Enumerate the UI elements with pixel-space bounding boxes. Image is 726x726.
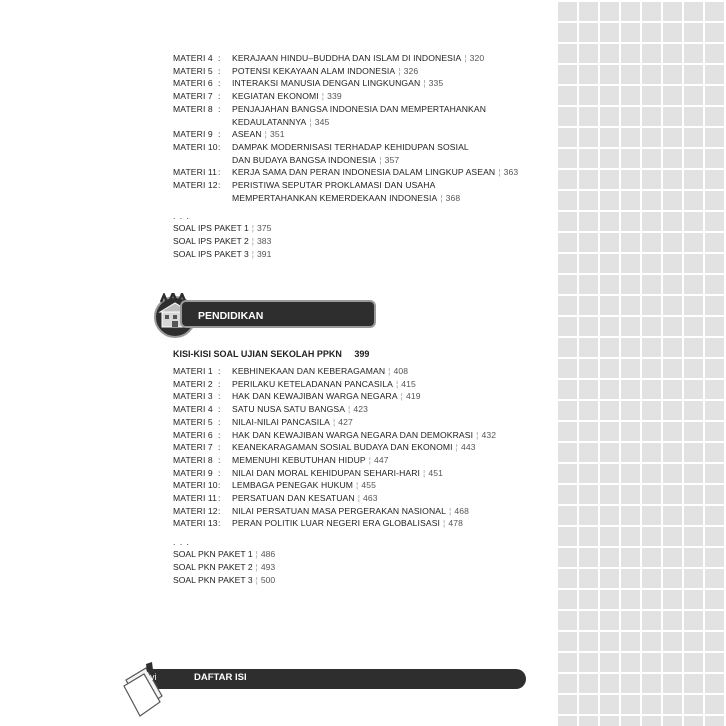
paket-label: SOAL IPS PAKET 1 xyxy=(173,223,249,234)
toc-row-title xyxy=(232,454,543,467)
toc-row-title-line: SATU NUSA SATU BANGSA xyxy=(232,404,346,415)
toc-row xyxy=(173,179,543,204)
toc-row-title-line: KEDAULATANNYA xyxy=(232,116,307,127)
page-separator: ¦ xyxy=(398,65,401,76)
toc-row xyxy=(173,416,543,429)
page-separator: ¦ xyxy=(443,518,446,529)
toc-row-colon: : xyxy=(218,366,221,376)
toc-row-title-line: KEBHINEKAAN DAN KEBERAGAMAN xyxy=(232,366,386,376)
toc-row-page xyxy=(369,455,389,465)
toc-row-colon: : xyxy=(218,378,221,389)
toc-row-page xyxy=(388,366,408,376)
toc-row xyxy=(173,90,543,103)
page-separator: ¦ xyxy=(255,549,258,560)
toc-row-page-number: 335 xyxy=(428,78,444,89)
toc-row-label: MATERI 6 xyxy=(173,429,213,440)
toc-row-label: MATERI 8 xyxy=(173,454,213,465)
toc-row-title xyxy=(232,416,543,429)
toc-row-page xyxy=(464,53,484,63)
toc-row-label: MATERI 10 xyxy=(173,480,218,491)
toc-row-colon: : xyxy=(218,78,221,89)
toc-row-colon: : xyxy=(218,505,221,516)
toc-row-title-line: ASEAN xyxy=(232,129,262,140)
toc-row-label: MATERI 3 xyxy=(173,391,213,402)
toc-row-page-number: 320 xyxy=(469,53,485,63)
page-separator: ¦ xyxy=(423,78,426,89)
toc-row-label: MATERI 5 xyxy=(173,65,213,76)
page-separator: ¦ xyxy=(498,167,501,178)
page-separator: ¦ xyxy=(251,223,255,234)
ips-toc xyxy=(173,52,543,261)
toc-row xyxy=(173,479,543,492)
toc-row-title-line: MEMPERTAHANKAN KEMERDEKAAN INDONESIA xyxy=(232,192,438,203)
toc-row-title xyxy=(232,128,543,141)
toc-row xyxy=(173,365,543,378)
toc-row-colon: : xyxy=(218,416,221,427)
toc-row-label: MATERI 2 xyxy=(173,378,213,389)
paket-label: SOAL PKN PAKET 3 xyxy=(173,574,253,585)
page-separator: ¦ xyxy=(476,429,479,440)
toc-row xyxy=(173,403,543,416)
toc-row-label: MATERI 7 xyxy=(173,91,213,102)
toc-row-colon: : xyxy=(218,404,221,415)
section-header-pkn xyxy=(152,293,378,350)
toc-row-title xyxy=(232,390,543,403)
footer-page-number: vi xyxy=(150,672,157,682)
page-separator: ¦ xyxy=(255,574,258,585)
toc-row xyxy=(173,103,543,128)
page-separator: ¦ xyxy=(388,366,391,376)
toc-row-title-line: INTERAKSI MANUSIA DENGAN LINGKUNGAN xyxy=(232,78,421,89)
toc-row-page xyxy=(358,493,378,503)
toc-row-page xyxy=(396,379,416,389)
toc-row-title xyxy=(232,378,543,391)
page-separator: ¦ xyxy=(379,154,382,165)
toc-row-title-line: DAMPAK MODERNISASI TERHADAP KEHIDUPAN SOSIAL xyxy=(232,141,469,152)
paket-row xyxy=(173,248,543,261)
toc-row-colon: : xyxy=(218,467,221,478)
toc-row-title xyxy=(232,52,543,65)
toc-row xyxy=(173,128,543,141)
toc-row xyxy=(173,77,543,90)
page-separator: ¦ xyxy=(455,442,458,453)
toc-row-page-number: 463 xyxy=(363,493,378,504)
toc-row-page xyxy=(379,155,399,165)
paket-page-number: 500 xyxy=(260,574,276,585)
paket-row xyxy=(173,574,543,587)
page-separator: ¦ xyxy=(348,404,351,415)
toc-row-page-number: 345 xyxy=(314,116,330,127)
page-separator: ¦ xyxy=(251,248,255,259)
toc-row xyxy=(173,166,543,179)
toc-row-page-number: 432 xyxy=(481,429,497,440)
paket-label: SOAL IPS PAKET 3 xyxy=(173,248,249,259)
paket-page xyxy=(256,549,276,559)
toc-row-title-line: DAN BUDAYA BANGSA INDONESIA xyxy=(232,154,377,165)
toc-row-title xyxy=(232,479,543,492)
toc-row-title-line: KEANEKARAGAMAN SOSIAL BUDAYA DAN EKONOMI xyxy=(232,442,453,453)
toc-row-title xyxy=(232,65,543,78)
page-separator: ¦ xyxy=(332,416,336,427)
toc-row-title-line: KERAJAAN HINDU–BUDDHA DAN ISLAM DI INDONESIA xyxy=(232,53,462,63)
toc-row-page-number: 427 xyxy=(338,416,353,427)
kisi-kisi-page: 399 xyxy=(354,349,370,359)
section-title: PENDIDIKAN KEWARGANEGARAAN xyxy=(180,300,376,328)
toc-row xyxy=(173,52,543,65)
toc-row-label: MATERI 4 xyxy=(173,404,213,415)
paket-label: SOAL PKN PAKET 2 xyxy=(173,561,253,572)
paket-page-number: 493 xyxy=(260,561,276,572)
toc-row xyxy=(173,467,543,480)
ips-toc-rows xyxy=(173,52,543,204)
toc-row-page xyxy=(398,66,418,76)
page-separator: ¦ xyxy=(440,192,443,203)
toc-row-page xyxy=(401,391,421,401)
toc-row-title xyxy=(232,365,543,378)
toc-row-title-line: NILAI-NILAI PANCASILA xyxy=(232,416,330,427)
toc-row-page xyxy=(443,518,463,528)
toc-row-page-number: 447 xyxy=(374,454,389,465)
paket-page-number: 486 xyxy=(260,549,276,560)
toc-row-colon: : xyxy=(218,53,221,63)
page-footer xyxy=(122,660,526,718)
paket-label: SOAL IPS PAKET 2 xyxy=(173,236,249,247)
toc-row-title-line: LEMBAGA PENEGAK HUKUM xyxy=(232,480,354,491)
toc-row-colon: : xyxy=(218,480,221,491)
paket-page xyxy=(256,562,276,572)
toc-row-title-line: HAK DAN KEWAJIBAN WARGA NEGARA DAN DEMOKRASI xyxy=(232,429,474,440)
ips-paket-list xyxy=(173,222,543,260)
toc-row xyxy=(173,505,543,518)
page-separator: ¦ xyxy=(368,454,372,465)
pkn-toc-rows xyxy=(173,365,543,530)
toc-row-label: MATERI 12 xyxy=(173,505,218,516)
toc-row-page-number: 443 xyxy=(461,442,476,453)
page-separator: ¦ xyxy=(400,391,404,402)
toc-row-label: MATERI 7 xyxy=(173,442,213,453)
toc-row xyxy=(173,454,543,467)
toc-row-title xyxy=(232,141,543,166)
toc-row-page xyxy=(440,193,460,203)
pkn-toc xyxy=(173,365,543,586)
toc-row-label: MATERI 5 xyxy=(173,416,213,427)
toc-row-title xyxy=(232,166,543,179)
toc-row-page xyxy=(476,430,496,440)
toc-row-colon: : xyxy=(218,167,221,178)
toc-row-label: MATERI 1 xyxy=(173,366,213,376)
toc-row-label: MATERI 4 xyxy=(173,53,213,63)
toc-row-label: MATERI 8 xyxy=(173,103,213,114)
toc-row-label: MATERI 11 xyxy=(173,167,218,178)
toc-row-title-line: HAK DAN KEWAJIBAN WARGA NEGARA xyxy=(232,391,398,402)
toc-row-title-line: NILAI PERSATUAN MASA PERGERAKAN NASIONAL xyxy=(232,505,446,516)
paket-page-number: 375 xyxy=(257,223,272,234)
toc-row-title xyxy=(232,467,543,480)
kisi-kisi-label: KISI-KISI SOAL UJIAN SEKOLAH PPKN xyxy=(173,349,342,359)
toc-row-page-number: 357 xyxy=(384,154,400,165)
toc-row-title xyxy=(232,179,543,204)
toc-row-page xyxy=(498,167,518,177)
ips-ellipsis: . . . xyxy=(173,211,190,222)
toc-row-page-number: 363 xyxy=(503,167,519,178)
paket-row xyxy=(173,548,543,561)
toc-row-label: MATERI 9 xyxy=(173,467,213,478)
toc-row-colon: : xyxy=(218,91,221,102)
toc-row-page-number: 468 xyxy=(454,505,469,516)
paket-row xyxy=(173,561,543,574)
toc-row-title-line: PENJAJAHAN BANGSA INDONESIA DAN MEMPERTAHANKAN xyxy=(232,103,487,114)
toc-row-page-number: 419 xyxy=(406,391,421,402)
toc-row-title xyxy=(232,517,543,530)
toc-row-page-number: 326 xyxy=(403,65,419,76)
page-separator: ¦ xyxy=(309,116,312,127)
toc-row-colon: : xyxy=(218,429,221,440)
page-separator: ¦ xyxy=(255,561,258,572)
page-separator: ¦ xyxy=(357,493,361,504)
page-separator: ¦ xyxy=(321,91,325,102)
toc-row-colon: : xyxy=(218,65,221,76)
toc-row-label: MATERI 13 xyxy=(173,518,218,529)
toc-row-page-number: 351 xyxy=(269,129,285,140)
toc-row-page xyxy=(449,506,469,516)
toc-row xyxy=(173,429,543,442)
toc-row-colon: : xyxy=(218,129,221,140)
toc-row-colon: : xyxy=(218,442,221,453)
toc-row-page xyxy=(322,91,342,101)
toc-row xyxy=(173,141,543,166)
toc-row-title xyxy=(232,505,543,518)
toc-row-page xyxy=(333,417,353,427)
decorative-grid xyxy=(556,0,726,726)
toc-row-title-line: PERILAKU KETELADANAN PANCASILA xyxy=(232,378,393,389)
toc-row-page-number: 368 xyxy=(445,192,461,203)
toc-row-title-line: KEGIATAN EKONOMI xyxy=(232,91,319,102)
toc-row-page-number: 339 xyxy=(327,91,342,102)
toc-row-title xyxy=(232,77,543,90)
paket-row xyxy=(173,222,543,235)
toc-row xyxy=(173,378,543,391)
toc-row-page xyxy=(423,468,443,478)
toc-row-label: MATERI 12 xyxy=(173,180,218,191)
pkn-ellipsis: . . . xyxy=(173,537,190,548)
toc-row-colon: : xyxy=(218,493,221,504)
toc-row-title xyxy=(232,429,543,442)
toc-row-page xyxy=(423,78,443,88)
paket-page xyxy=(252,236,272,246)
paket-page-number: 383 xyxy=(257,236,272,247)
stacked-books-icon xyxy=(122,660,166,718)
page-separator: ¦ xyxy=(423,467,426,478)
toc-row-title-line: POTENSI KEKAYAAN ALAM INDONESIA xyxy=(232,65,396,76)
toc-row-label: MATERI 11 xyxy=(173,493,218,504)
paket-row xyxy=(173,235,543,248)
toc-row-title-line: MEMENUHI KEBUTUHAN HIDUP xyxy=(232,454,366,465)
toc-row xyxy=(173,65,543,78)
kisi-kisi-entry xyxy=(173,349,369,359)
footer-title: DAFTAR ISI xyxy=(194,672,247,683)
toc-row-title-line: KERJA SAMA DAN PERAN INDONESIA DALAM LINGKUP ASEAN xyxy=(232,167,496,178)
toc-row-page-number: 423 xyxy=(353,404,369,415)
toc-row-colon: : xyxy=(218,518,221,529)
toc-row-colon: : xyxy=(218,391,221,402)
toc-row-label: MATERI 10 xyxy=(173,141,218,152)
page-separator: ¦ xyxy=(356,480,359,491)
toc-row-title xyxy=(232,90,543,103)
toc-row-title-line: PERAN POLITIK LUAR NEGERI ERA GLOBALISASI xyxy=(232,518,441,529)
toc-row-title xyxy=(232,492,543,505)
paket-page xyxy=(252,223,272,233)
pkn-paket-list xyxy=(173,548,543,586)
toc-row-page xyxy=(356,480,376,490)
toc-row xyxy=(173,390,543,403)
toc-row-title xyxy=(232,103,543,128)
toc-row-title-line: PERSATUAN DAN KESATUAN xyxy=(232,493,355,504)
toc-row-page xyxy=(309,117,329,127)
toc-row-page-number: 455 xyxy=(361,480,376,491)
page-separator: ¦ xyxy=(448,505,452,516)
page-separator: ¦ xyxy=(264,129,267,140)
toc-row-page-number: 451 xyxy=(428,467,444,478)
paket-page xyxy=(256,575,276,585)
paket-page xyxy=(252,249,272,259)
page-separator: ¦ xyxy=(251,236,255,247)
toc-row-title-line: PERISTIWA SEPUTAR PROKLAMASI DAN USAHA xyxy=(232,180,436,191)
toc-row-page xyxy=(265,129,285,139)
toc-row-label: MATERI 9 xyxy=(173,129,213,140)
toc-row xyxy=(173,492,543,505)
toc-row-page-number: 408 xyxy=(393,366,409,376)
toc-row-page xyxy=(456,442,476,452)
toc-row-colon: : xyxy=(218,141,221,152)
toc-row-page xyxy=(348,404,368,414)
toc-row-page-number: 478 xyxy=(448,518,464,529)
toc-row-title xyxy=(232,441,543,454)
toc-row-page-number: 415 xyxy=(401,378,416,389)
toc-row xyxy=(173,517,543,530)
page-separator: ¦ xyxy=(464,53,467,63)
toc-row-title-line: NILAI DAN MORAL KEHIDUPAN SEHARI-HARI xyxy=(232,467,421,478)
toc-row-colon: : xyxy=(218,454,221,465)
page-separator: ¦ xyxy=(395,378,399,389)
paket-page-number: 391 xyxy=(257,248,272,259)
toc-row-colon: : xyxy=(218,103,221,114)
toc-row-title xyxy=(232,403,543,416)
toc-row-label: MATERI 6 xyxy=(173,78,213,89)
toc-row-colon: : xyxy=(218,180,221,191)
paket-label: SOAL PKN PAKET 1 xyxy=(173,549,253,560)
toc-row xyxy=(173,441,543,454)
